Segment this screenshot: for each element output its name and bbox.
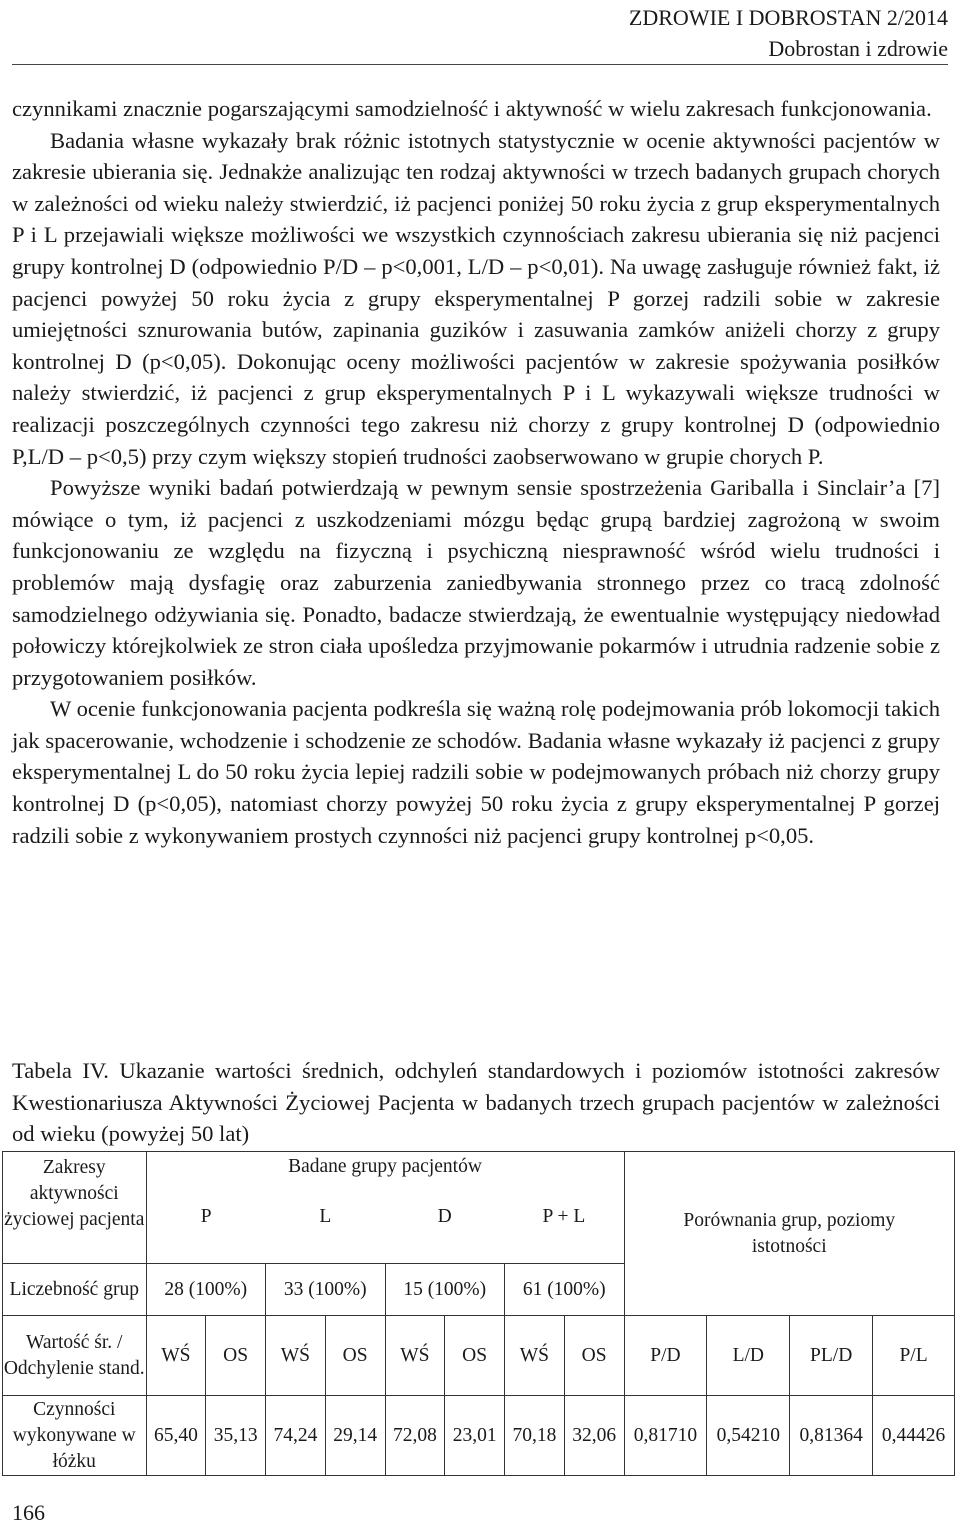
page-number: 166 (12, 1500, 45, 1525)
table-cell-value: 23,01 (445, 1396, 505, 1476)
results-table (2, 1151, 955, 1476)
paragraph: Badania własne wykazały brak różnic istotnych statystycznie w ocenie aktywności pacjentów w zakresie ubierania się. Jednakże analizując ten rodzaj aktywności w trzech badanych grupach chorych w zależności od wieku należy stwierdzić, iż pacjenci poniżej 50 roku życia z grup eksperymentalnych P i L przejawiali większe możliwości we wszystkich czynnościach zakresu ubierania się niż pacjenci grupy kontrolnej D (odpowiednio P/D – p<0,001, L/D – p<0,01). Na uwagę zasługuje również fakt, iż pacjenci powyżej 50 roku życia z grupy eksperymentalnej P gorzej radzili sobie w zakresie umiejętności sznurowania butów, zapinania guzików i zasuwania zamków aniżeli chorzy z grupy kontrolnej D (p<0,05). Dokonując oceny możliwości pacjentów w zakresie spożywania posiłków należy stwierdzić, iż pacjenci z grup eksperymentalnych P i L wykazywali większe trudności w realizacji poszczególnych czynności tego zakresu niż chorzy z grupy kontrolnej D (odpowiednio P,L/D – p<0,5) przy czym większy stopień trudności zaobserwowano w grupie chorych P. (12, 127, 940, 469)
stat-label: OS (564, 1316, 624, 1396)
row-label-count: Liczebność grup (3, 1264, 147, 1316)
section-title: Dobrostan i zdrowie (768, 36, 948, 61)
stat-label: OS (206, 1316, 266, 1396)
journal-title: DROWIE I DOBROSTAN (642, 5, 882, 30)
row-label-stat: Wartość śr. / Odchylenie stand. (3, 1316, 147, 1396)
table-caption: Tabela IV. Ukazanie wartości średnich, odchyleń standardowych i poziomów istotności zakresów Kwestionariusza Aktywności Życiowej Pacjenta w badanych trzech grupach pacjentów w zależności od wieku (powyżej 50 lat) (12, 1058, 940, 1147)
comparison-label: P/L (873, 1316, 955, 1396)
group-name: D (437, 1206, 452, 1227)
group-count: 28 (100%) (146, 1264, 266, 1316)
paragraph: Powyższe wyniki badań potwierdzają w pewnym sensie spostrzeżenia Gariballa i Sinclair’a [7] mówiące o tym, iż pacjenci z uszkodzeniami mózgu będąc grupą bardziej zagrożoną w swoim funkcjonowaniu ze względu na fizyczną i psychiczną niesprawność wśród wielu trudności i problemów mają dysfagię oraz zaburzenia zaniedbywania stronnego przez co tracą zdolność samodzielnego odżywiania się. Ponadto, badacze stwierdzają, że ewentualnie występujący niedowład połowiczy którejkolwiek ze stron ciała upośledza przyjmowanie pokarmów i utrudnia radzenie sobie z przygotowaniem posiłków. (12, 475, 940, 690)
stat-label: WŚ (266, 1316, 326, 1396)
journal-name (629, 2, 948, 33)
comparisons-header: Porównania grup, poziomy istotności (624, 1152, 955, 1316)
table-cell-value: 72,08 (385, 1396, 445, 1476)
journal-initial: Z (628, 5, 643, 30)
header-cell-ranges: Zakresy aktywności życiowej pacjenta (3, 1152, 147, 1264)
paragraph: W ocenie funkcjonowania pacjenta podkreśla się ważną rolę podejmowania prób lokomocji takich jak spacerowanie, wchodzenie i schodzenie ze schodów. Badania własne wykazały iż pacjenci z grupy eksperymentalnej L do 50 roku życia lepiej radzili sobie w podejmowanych próbach niż chorzy grupy kontrolnej D (p<0,05), natomiast chorzy powyżej 50 roku życia z grupy eksperymentalnej P gorzej radzili sobie z wykonywaniem prostych czynności niż pacjenci grupy kontrolnej p<0,05. (12, 696, 940, 848)
group-count: 15 (100%) (385, 1264, 505, 1316)
table-cell-value: 35,13 (206, 1396, 266, 1476)
groups-header: Badane grupy pacjentów (288, 1156, 482, 1177)
stat-label: WŚ (385, 1316, 445, 1396)
group-name: P (200, 1206, 212, 1227)
stat-label: WŚ (146, 1316, 206, 1396)
stat-label: WŚ (505, 1316, 565, 1396)
group-name: L (319, 1206, 332, 1227)
stat-label: OS (325, 1316, 385, 1396)
stat-label: OS (445, 1316, 505, 1396)
running-head (629, 2, 948, 64)
group-count: 61 (100%) (505, 1264, 625, 1316)
p-value: 0,44426 (873, 1396, 955, 1476)
header-rule (12, 64, 948, 65)
table-cell-value: 74,24 (266, 1396, 326, 1476)
groups-header-cell (146, 1152, 624, 1264)
group-count: 33 (100%) (266, 1264, 386, 1316)
p-value: 0,81364 (790, 1396, 873, 1476)
table-cell-value: 32,06 (564, 1396, 624, 1476)
journal-issue: 2/2014 (881, 5, 948, 30)
comparison-label: L/D (707, 1316, 790, 1396)
table-cell-value: 70,18 (505, 1396, 565, 1476)
row-label-activity: Czynności wykonywane w łóżku (3, 1396, 147, 1476)
table-cell-value: 29,14 (325, 1396, 385, 1476)
group-name: P + L (542, 1206, 586, 1227)
group-names (147, 1204, 624, 1230)
comparison-label: P/D (624, 1316, 707, 1396)
comparison-label: PL/D (790, 1316, 873, 1396)
table-cell-value: 65,40 (146, 1396, 206, 1476)
p-value: 0,81710 (624, 1396, 707, 1476)
p-value: 0,54210 (707, 1396, 790, 1476)
body-text (12, 93, 940, 851)
paragraph: czynnikami znacznie pogarszającymi samodzielność i aktywność w wielu zakresach funkcjonowania. (12, 96, 932, 121)
